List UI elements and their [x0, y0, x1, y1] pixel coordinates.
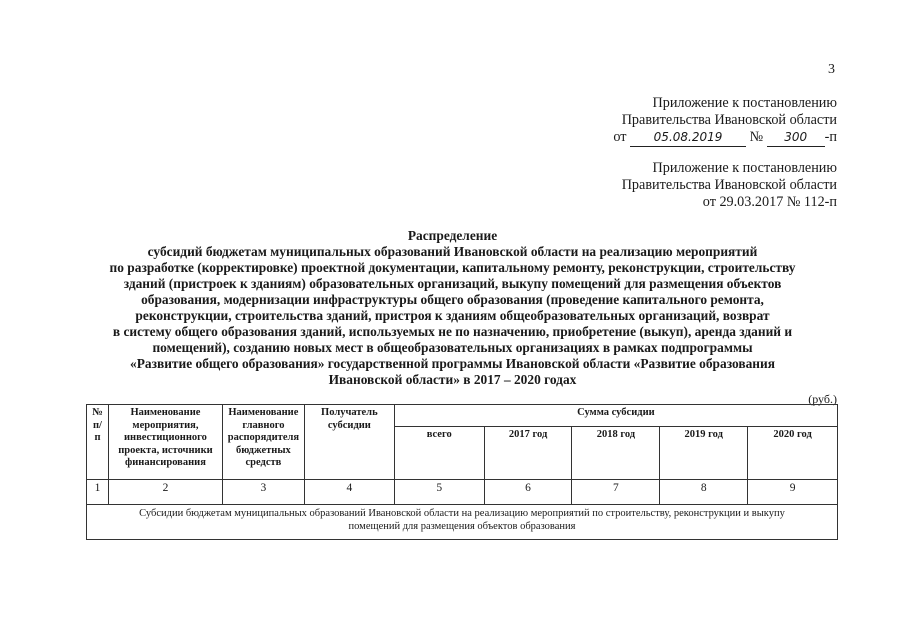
title-line: образования, модернизации инфраструктуры общего образования (проведение капитального ремонта, [141, 292, 764, 307]
column-number: 6 [484, 480, 572, 505]
title-line: в систему общего образования зданий, используемых не по назначению, приобретение (выкуп), аренда зданий и [112, 324, 793, 339]
column-number: 5 [394, 480, 484, 505]
header-budget-admin: Наименование главного распорядителя бюджетных средств [222, 405, 304, 480]
appendix-date-prefix: от [613, 129, 627, 145]
appendix-num-suffix: -п [824, 129, 837, 145]
column-number: 4 [304, 480, 394, 505]
header-recipient: Получатель субсидии [304, 405, 394, 480]
title-line: субсидий бюджетам муниципальных образований Ивановской области на реализацию мероприятий [147, 244, 758, 259]
column-number: 7 [572, 480, 660, 505]
column-number: 2 [108, 480, 222, 505]
appendix-previous-line1: Приложение к постановлению [652, 160, 837, 176]
title-line: зданий (пристроек к зданиям) образовательных организаций, выкупу помещений для размещения объектов [123, 276, 782, 291]
column-number: 8 [660, 480, 748, 505]
appendix-previous [622, 160, 837, 211]
header-year-2019: 2019 год [660, 427, 748, 480]
title-heading: Распределение [407, 228, 498, 243]
appendix-current [613, 95, 837, 147]
appendix-previous-line2: Правительства Ивановской области [621, 177, 837, 193]
appendix-previous-line3: от 29.03.2017 № 112-п [702, 194, 837, 210]
appendix-current-line1: Приложение к постановлению [652, 95, 837, 111]
column-number: 1 [87, 480, 109, 505]
title-line: по разработке (корректировке) проектной документации, капитальному ремонту, реконструкции, строительству [109, 260, 796, 275]
title-line: реконструкции, строительства зданий, пристроя к зданиям общеобразовательных организаций, возврат [135, 308, 770, 323]
title-line: помещений), созданию новых мест в общеобразовательных организациях в рамках подпрограммы [152, 340, 753, 355]
title-line: «Развитие общего образования» государственной программы Ивановской области «Развитие образования [130, 356, 775, 371]
section-title [87, 505, 838, 540]
table-header-row [87, 405, 838, 427]
appendix-current-line2: Правительства Ивановской области [621, 112, 837, 128]
header-year-2020: 2020 год [748, 427, 838, 480]
column-number: 3 [222, 480, 304, 505]
title-line: Ивановской области» в 2017 – 2020 годах [328, 372, 577, 387]
appendix-num-sign: № [749, 129, 764, 145]
section-title-line2: помещений для размещения объектов образования [348, 521, 576, 532]
header-year-2018: 2018 год [572, 427, 660, 480]
subsidy-table [86, 404, 838, 540]
header-total: всего [394, 427, 484, 480]
column-number: 9 [748, 480, 838, 505]
page-number: 3 [828, 62, 835, 77]
currency-units: (руб.) [808, 392, 837, 406]
handwritten-date: 05.08.2019 [630, 129, 746, 147]
header-year-2017: 2017 год [484, 427, 572, 480]
section-title-line1: Субсидии бюджетам муниципальных образований Ивановской области на реализацию мероприятий по строительству, реконструкции и выкупу [139, 508, 785, 519]
section-row [87, 505, 838, 540]
header-number: № п/п [87, 405, 109, 480]
header-measure-name: Наименование мероприятия, инвестиционного проекта, источники финансирования [108, 405, 222, 480]
column-numbers-row [87, 480, 838, 505]
header-subsidy-amount: Сумма субсидии [394, 405, 837, 427]
document-title [60, 228, 845, 388]
handwritten-number: 300 [767, 129, 825, 147]
appendix-current-line3 [613, 129, 837, 147]
